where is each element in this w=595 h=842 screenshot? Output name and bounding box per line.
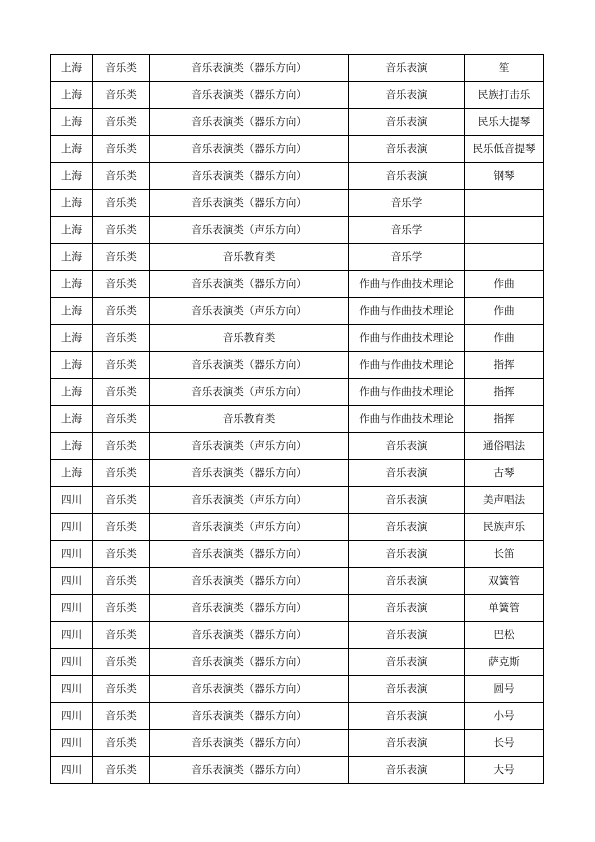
major-cell: 作曲与作曲技术理论	[349, 379, 465, 406]
table-row	[51, 217, 544, 244]
exam-type-cell: 音乐表演类（器乐方向）	[150, 541, 349, 568]
category-cell: 音乐类	[93, 514, 150, 541]
table-row	[51, 622, 544, 649]
exam-type-cell: 音乐表演类（器乐方向）	[150, 352, 349, 379]
direction-cell: 笙	[465, 55, 544, 82]
table-row	[51, 352, 544, 379]
direction-cell: 钢琴	[465, 163, 544, 190]
major-cell: 作曲与作曲技术理论	[349, 352, 465, 379]
region-cell: 上海	[51, 271, 93, 298]
exam-type-cell: 音乐表演类（器乐方向）	[150, 649, 349, 676]
exam-type-cell: 音乐表演类（声乐方向）	[150, 298, 349, 325]
exam-type-cell: 音乐表演类（器乐方向）	[150, 190, 349, 217]
region-cell: 上海	[51, 55, 93, 82]
category-cell: 音乐类	[93, 244, 150, 271]
category-cell: 音乐类	[93, 109, 150, 136]
category-cell: 音乐类	[93, 163, 150, 190]
major-cell: 音乐表演	[349, 649, 465, 676]
region-cell: 四川	[51, 649, 93, 676]
category-cell: 音乐类	[93, 136, 150, 163]
direction-cell: 指挥	[465, 406, 544, 433]
table-row	[51, 298, 544, 325]
exam-type-cell: 音乐表演类（器乐方向）	[150, 730, 349, 757]
region-cell: 四川	[51, 487, 93, 514]
region-cell: 上海	[51, 244, 93, 271]
direction-cell: 作曲	[465, 271, 544, 298]
major-cell: 音乐表演	[349, 730, 465, 757]
exam-type-cell: 音乐表演类（器乐方向）	[150, 757, 349, 784]
exam-type-cell: 音乐表演类（器乐方向）	[150, 109, 349, 136]
exam-type-cell: 音乐表演类（器乐方向）	[150, 460, 349, 487]
major-cell: 音乐表演	[349, 460, 465, 487]
table-row	[51, 271, 544, 298]
direction-cell: 指挥	[465, 379, 544, 406]
table-row	[51, 568, 544, 595]
direction-cell: 萨克斯	[465, 649, 544, 676]
region-cell: 上海	[51, 217, 93, 244]
direction-cell: 古琴	[465, 460, 544, 487]
major-cell: 音乐学	[349, 244, 465, 271]
major-cell: 音乐表演	[349, 433, 465, 460]
category-cell: 音乐类	[93, 271, 150, 298]
category-cell: 音乐类	[93, 757, 150, 784]
category-cell: 音乐类	[93, 703, 150, 730]
direction-cell: 圆号	[465, 676, 544, 703]
region-cell: 上海	[51, 352, 93, 379]
direction-cell: 巴松	[465, 622, 544, 649]
region-cell: 上海	[51, 325, 93, 352]
exam-type-cell: 音乐表演类（声乐方向）	[150, 487, 349, 514]
direction-cell: 作曲	[465, 298, 544, 325]
direction-cell: 小号	[465, 703, 544, 730]
major-cell: 音乐表演	[349, 595, 465, 622]
category-cell: 音乐类	[93, 649, 150, 676]
region-cell: 上海	[51, 406, 93, 433]
region-cell: 上海	[51, 136, 93, 163]
table-row	[51, 406, 544, 433]
exam-type-cell: 音乐表演类（器乐方向）	[150, 676, 349, 703]
region-cell: 四川	[51, 730, 93, 757]
table-row	[51, 190, 544, 217]
category-cell: 音乐类	[93, 730, 150, 757]
exam-type-cell: 音乐表演类（器乐方向）	[150, 55, 349, 82]
table-row	[51, 703, 544, 730]
major-cell: 音乐表演	[349, 703, 465, 730]
category-cell: 音乐类	[93, 487, 150, 514]
category-cell: 音乐类	[93, 676, 150, 703]
region-cell: 上海	[51, 379, 93, 406]
direction-cell: 指挥	[465, 352, 544, 379]
direction-cell: 大号	[465, 757, 544, 784]
direction-cell: 长号	[465, 730, 544, 757]
category-cell: 音乐类	[93, 352, 150, 379]
category-cell: 音乐类	[93, 595, 150, 622]
major-cell: 作曲与作曲技术理论	[349, 406, 465, 433]
table-row	[51, 487, 544, 514]
major-cell: 音乐表演	[349, 163, 465, 190]
region-cell: 上海	[51, 460, 93, 487]
exam-type-cell: 音乐表演类（声乐方向）	[150, 217, 349, 244]
region-cell: 四川	[51, 757, 93, 784]
exam-type-cell: 音乐表演类（器乐方向）	[150, 163, 349, 190]
category-cell: 音乐类	[93, 217, 150, 244]
direction-cell	[465, 190, 544, 217]
exam-type-cell: 音乐表演类（器乐方向）	[150, 568, 349, 595]
direction-cell	[465, 244, 544, 271]
category-cell: 音乐类	[93, 82, 150, 109]
category-cell: 音乐类	[93, 55, 150, 82]
table-row	[51, 460, 544, 487]
region-cell: 四川	[51, 541, 93, 568]
table-row	[51, 379, 544, 406]
region-cell: 四川	[51, 568, 93, 595]
major-cell: 作曲与作曲技术理论	[349, 298, 465, 325]
major-cell: 音乐表演	[349, 109, 465, 136]
exam-type-cell: 音乐表演类（器乐方向）	[150, 622, 349, 649]
direction-cell: 长笛	[465, 541, 544, 568]
exam-type-cell: 音乐表演类（器乐方向）	[150, 271, 349, 298]
category-cell: 音乐类	[93, 298, 150, 325]
category-cell: 音乐类	[93, 541, 150, 568]
table-row	[51, 757, 544, 784]
category-cell: 音乐类	[93, 325, 150, 352]
direction-cell: 作曲	[465, 325, 544, 352]
table-row	[51, 136, 544, 163]
category-cell: 音乐类	[93, 568, 150, 595]
table-row	[51, 325, 544, 352]
exam-type-cell: 音乐表演类（声乐方向）	[150, 433, 349, 460]
direction-cell: 民乐低音提琴	[465, 136, 544, 163]
exam-type-cell: 音乐教育类	[150, 406, 349, 433]
table-row	[51, 730, 544, 757]
direction-cell: 通俗唱法	[465, 433, 544, 460]
region-cell: 四川	[51, 703, 93, 730]
table-row	[51, 514, 544, 541]
exam-type-cell: 音乐表演类（器乐方向）	[150, 82, 349, 109]
major-cell: 音乐表演	[349, 514, 465, 541]
major-cell: 音乐表演	[349, 622, 465, 649]
exam-type-cell: 音乐教育类	[150, 244, 349, 271]
exam-type-cell: 音乐表演类（器乐方向）	[150, 703, 349, 730]
major-cell: 作曲与作曲技术理论	[349, 325, 465, 352]
category-cell: 音乐类	[93, 190, 150, 217]
direction-cell: 民乐大提琴	[465, 109, 544, 136]
region-cell: 上海	[51, 163, 93, 190]
direction-cell: 民族声乐	[465, 514, 544, 541]
region-cell: 上海	[51, 298, 93, 325]
region-cell: 四川	[51, 514, 93, 541]
direction-cell: 双簧管	[465, 568, 544, 595]
region-cell: 上海	[51, 433, 93, 460]
table-row	[51, 163, 544, 190]
exam-type-cell: 音乐表演类（声乐方向）	[150, 379, 349, 406]
category-cell: 音乐类	[93, 460, 150, 487]
region-cell: 四川	[51, 595, 93, 622]
major-cell: 音乐学	[349, 217, 465, 244]
major-cell: 音乐学	[349, 190, 465, 217]
table-row	[51, 244, 544, 271]
region-cell: 四川	[51, 676, 93, 703]
direction-cell	[465, 217, 544, 244]
exam-type-cell: 音乐表演类（器乐方向）	[150, 136, 349, 163]
major-cell: 作曲与作曲技术理论	[349, 271, 465, 298]
table-row	[51, 541, 544, 568]
major-cell: 音乐表演	[349, 487, 465, 514]
major-cell: 音乐表演	[349, 136, 465, 163]
exam-type-cell: 音乐教育类	[150, 325, 349, 352]
table-row	[51, 433, 544, 460]
major-cell: 音乐表演	[349, 568, 465, 595]
region-cell: 上海	[51, 190, 93, 217]
table-body	[51, 55, 544, 784]
category-cell: 音乐类	[93, 379, 150, 406]
admissions-table	[50, 54, 544, 784]
category-cell: 音乐类	[93, 433, 150, 460]
exam-type-cell: 音乐表演类（器乐方向）	[150, 595, 349, 622]
direction-cell: 民族打击乐	[465, 82, 544, 109]
category-cell: 音乐类	[93, 622, 150, 649]
region-cell: 上海	[51, 109, 93, 136]
table-row	[51, 595, 544, 622]
table-row	[51, 82, 544, 109]
table-row	[51, 649, 544, 676]
table-row	[51, 676, 544, 703]
direction-cell: 单簧管	[465, 595, 544, 622]
direction-cell: 美声唱法	[465, 487, 544, 514]
major-cell: 音乐表演	[349, 757, 465, 784]
table-row	[51, 109, 544, 136]
region-cell: 上海	[51, 82, 93, 109]
table-row	[51, 55, 544, 82]
major-cell: 音乐表演	[349, 82, 465, 109]
exam-type-cell: 音乐表演类（声乐方向）	[150, 514, 349, 541]
major-cell: 音乐表演	[349, 541, 465, 568]
category-cell: 音乐类	[93, 406, 150, 433]
major-cell: 音乐表演	[349, 55, 465, 82]
region-cell: 四川	[51, 622, 93, 649]
major-cell: 音乐表演	[349, 676, 465, 703]
